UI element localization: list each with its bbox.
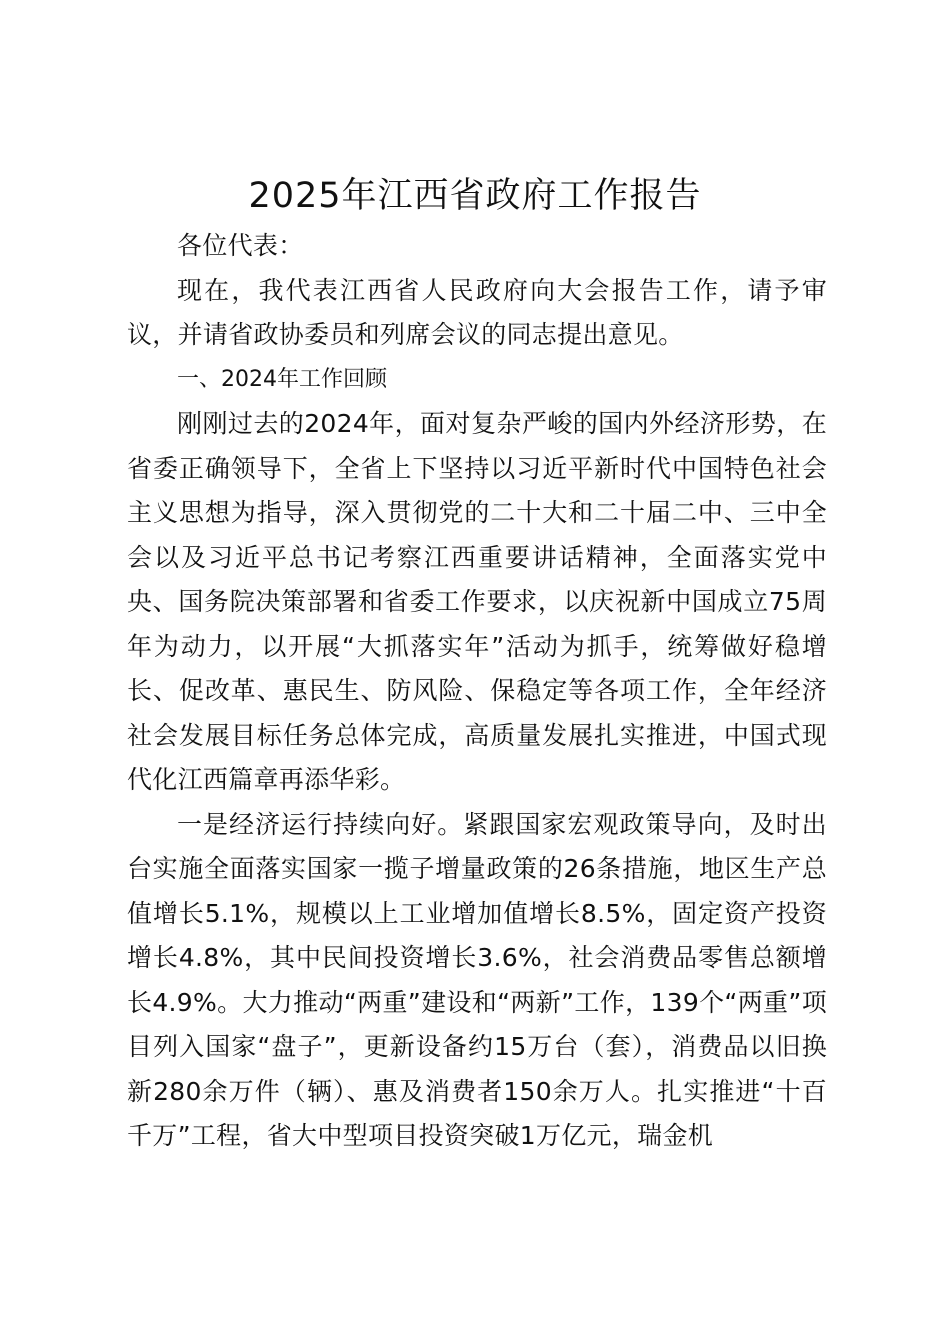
document-title: 2025年江西省政府工作报告 [248, 176, 702, 216]
paragraph-intro: 现在，我代表江西省人民政府向大会报告工作，请予审议，并请省政协委员和列席会议的同志提出意见。 [127, 275, 827, 349]
paragraph-review: 刚刚过去的2024年，面对复杂严峻的国内外经济形势，在省委正确领导下，全省上下坚持以习近平新时代中国特色社会主义思想为指导，深入贯彻党的二十大和二十届二中、三中全会以及习近平总书记考察江西重要讲话精神，全面落实党中央、国务院决策部署和省委工作要求，以庆祝新中国成立75周年为动力，以开展“大抓落实年”活动为抓手，统筹做好稳增长、促改革、惠民生、防风险、保稳定等各项工作，全年经济社会发展目标任务总体完成，高质量发展扎实推进，中国式现代化江西篇章再添华彩。 [127, 409, 827, 794]
document-body [127, 224, 827, 1159]
salutation: 各位代表： [177, 231, 304, 260]
paragraph-economy: 一是经济运行持续向好。紧跟国家宏观政策导向，及时出台实施全面落实国家一揽子增量政策的26条措施，地区生产总值增长5.1%，规模以上工业增加值增长8.5%，固定资产投资增长4.8%，其中民间投资增长3.6%，社会消费品零售总额增长4.9%。大力推动“两重”建设和“两新”工作，139个“两重”项目列入国家“盘子”，更新设备约15万台（套），消费品以旧换新280余万件（辆）、惠及消费者150余万人。扎实推进“十百千万”工程，省大中型项目投资突破1万亿元，瑞金机 [127, 809, 827, 1150]
section-heading: 一、2024年工作回顾 [177, 366, 387, 392]
